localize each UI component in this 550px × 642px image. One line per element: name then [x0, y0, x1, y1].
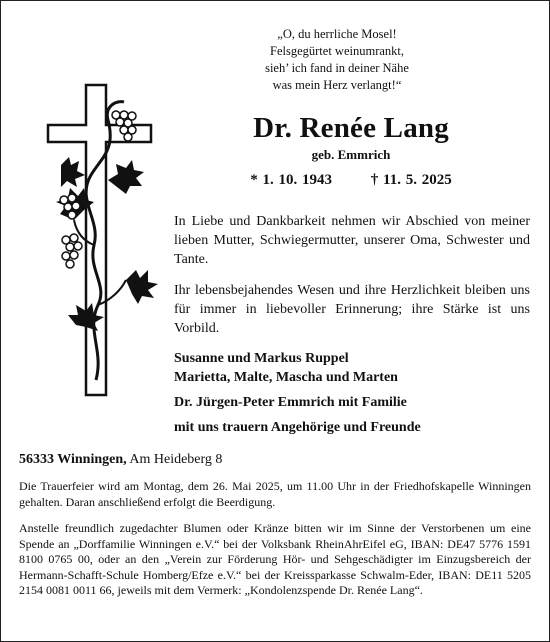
death-date: † 11. 5. 2025	[370, 172, 452, 188]
quote-line: „O, du herrliche Mosel!	[277, 27, 397, 41]
farewell-paragraph: In Liebe und Dankbarkeit nehmen wir Abschied von meiner lieben Mutter, Schwiegermutter, unserer Oma, Schwester und Tante.	[174, 214, 530, 267]
mourner-line: Susanne und Markus Ruppel	[174, 351, 349, 366]
quote-line: was mein Herz verlangt!“	[272, 78, 402, 92]
donation-notice: Anstelle freundlich zugedachter Blumen oder Kränze bitten wir im Sinne der Verstorbenen um eine Spende an „Dorffamilie Winningen e.V.“ bei der Volksbank RheinAhrEifel eG, IBAN: DE47 5776 1591 8100 0765 00, oder an den „Verein zur Förderung Hör- und Sehgeschädigter im Einzugsbereich der Hermann-Schafft-Schule Homberg/Efze e.V.“ bei der Kreissparkasse Schwalm-Eder, IBAN: DE11 5205 2154 0081 0011 66, jeweils mit dem Vermerk: „Kondolenzspende Dr. Renée Lang“.	[19, 521, 531, 598]
quote-line: sieh’ ich fand in deiner Nähe	[265, 61, 409, 75]
funeral-notice: Die Trauerfeier wird am Montag, dem 26. Mai 2025, um 11.00 Uhr in der Friedhofskapelle Winningen gehalten. Daran anschließend erfolgt die Beerdigung.	[19, 479, 531, 509]
memory-paragraph: Ihr lebensbejahendes Wesen und ihre Herzlichkeit bleiben uns für immer in liebevoller Erinnerung; ihre Stärke ist uns Vorbild.	[174, 283, 530, 336]
mourner-line: Dr. Jürgen-Peter Emmrich mit Familie	[174, 395, 407, 410]
family-address	[19, 452, 531, 468]
mourner-line: Marietta, Malte, Mascha und Marten	[174, 370, 398, 385]
life-dates	[172, 172, 530, 189]
cross-with-grapevine-icon	[46, 80, 166, 400]
birth-name: geb. Emmrich	[311, 147, 391, 162]
birth-date: * 1. 10. 1943	[250, 172, 333, 188]
mourner-line: mit uns trauern Angehörige und Freunde	[174, 420, 421, 435]
deceased-name: Dr. Renée Lang	[253, 112, 449, 144]
poem-quote	[262, 26, 412, 94]
mourners-list	[174, 349, 530, 437]
address-street: Am Heideberg 8	[129, 452, 223, 467]
quote-line: Felsgegürtet weinumrankt,	[270, 44, 404, 58]
address-city: 56333 Winningen,	[19, 452, 127, 467]
